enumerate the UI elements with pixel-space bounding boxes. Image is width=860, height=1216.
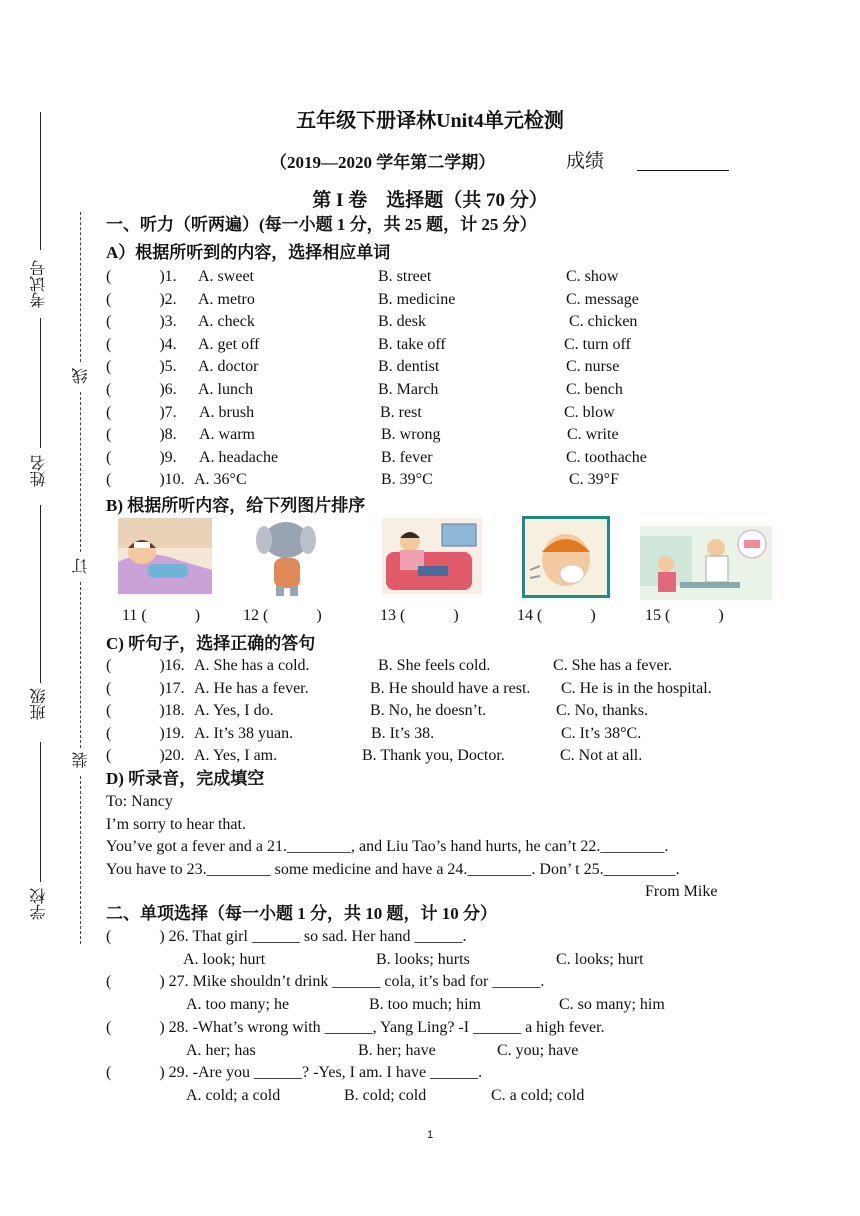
- option-b: B. looks; hurts: [376, 951, 470, 968]
- picture-order-blank[interactable]: 14 ( ): [517, 607, 596, 624]
- answer-blank[interactable]: ( )16.: [106, 657, 185, 674]
- option-c: C. you; have: [497, 1042, 579, 1059]
- option-b: B. cold; cold: [344, 1087, 427, 1104]
- note-signature: From Mike: [645, 883, 718, 900]
- question-stem: ( ) 26. That girl ______ so sad. Her hand ______.: [106, 928, 467, 945]
- answer-blank[interactable]: ( )19.: [106, 725, 185, 742]
- side-school-label: 学校: [31, 888, 48, 920]
- option-c: C. 39°F: [569, 471, 619, 488]
- option-c: C. turn off: [564, 336, 631, 353]
- option-b: B. wrong: [381, 426, 441, 443]
- option-a: A. sweet: [198, 268, 254, 285]
- picture-boy-sneezing: [522, 516, 610, 598]
- option-c: C. It’s 38°C.: [561, 725, 642, 742]
- side-line: [40, 112, 41, 250]
- part-c-heading: C) 听句子，选择正确的答句: [106, 634, 316, 653]
- option-b: B. 39°C: [381, 471, 433, 488]
- option-a: A. doctor: [198, 358, 259, 375]
- option-b: B. Thank you, Doctor.: [362, 747, 505, 764]
- school-year: （2019—2020 学年第二学期）: [270, 153, 496, 172]
- option-b: B. street: [378, 268, 432, 285]
- option-a: A. She has a cold.: [194, 657, 310, 674]
- option-c: C. He is in the hospital.: [561, 680, 712, 697]
- page-number: 1: [426, 1129, 434, 1141]
- side-line: [40, 505, 41, 683]
- note-line: To: Nancy: [106, 793, 173, 810]
- picture-girl-on-sofa: [382, 518, 482, 594]
- option-b: B. desk: [378, 313, 426, 330]
- question-stem: ( ) 29. -Are you ______? -Yes, I am. I have ______.: [106, 1064, 483, 1081]
- option-c: C. show: [566, 268, 619, 285]
- score-blank[interactable]: [637, 170, 729, 171]
- side-line: [40, 318, 41, 448]
- option-c: C. Not at all.: [560, 747, 643, 764]
- side-line: [40, 742, 41, 882]
- answer-blank[interactable]: ( )18.: [106, 702, 185, 719]
- option-a: A. cold; a cold: [186, 1087, 281, 1104]
- option-c: C. bench: [566, 381, 623, 398]
- option-a: A. brush: [199, 404, 255, 421]
- part-d-heading: D) 听录音，完成填空: [106, 769, 265, 788]
- side-name-label: 姓名: [31, 455, 48, 487]
- option-b: B. It’s 38.: [371, 725, 435, 742]
- picture-sick-girl-in-bed: [118, 518, 212, 594]
- binding-dashed-line: [80, 392, 81, 552]
- answer-blank[interactable]: ( )7.: [106, 404, 177, 421]
- answer-blank[interactable]: ( )6.: [106, 381, 177, 398]
- option-c: C. She has a fever.: [553, 657, 673, 674]
- section-choice-heading: 二、单项选择（每一小题 1 分，共 10 题，计 10 分）: [106, 904, 497, 923]
- option-b: B. She feels cold.: [378, 657, 491, 674]
- option-b: B. rest: [380, 404, 422, 421]
- option-a: A. metro: [198, 291, 255, 308]
- option-b: B. March: [378, 381, 439, 398]
- option-a: A. too many; he: [186, 996, 290, 1013]
- page-title: 五年级下册译林Unit4单元检测: [296, 110, 564, 132]
- option-a: A. It’s 38 yuan.: [194, 725, 294, 742]
- answer-blank[interactable]: ( )5.: [106, 358, 177, 375]
- picture-order-blank[interactable]: 13 ( ): [380, 607, 459, 624]
- option-c: C. nurse: [566, 358, 620, 375]
- option-a: A. get off: [198, 336, 260, 353]
- option-c: C. write: [567, 426, 619, 443]
- note-line: You’ve got a fever and a 21.________, and Liu Tao’s hand hurts, he can’t 22.________.: [106, 838, 669, 855]
- option-b: B. He should have a rest.: [370, 680, 531, 697]
- option-a: A. Yes, I am.: [194, 747, 278, 764]
- side-class-label: 班级: [31, 688, 48, 720]
- answer-blank[interactable]: ( )4.: [106, 336, 177, 353]
- option-a: A. 36°C: [194, 471, 247, 488]
- option-a: A. warm: [199, 426, 255, 443]
- option-b: B. No, he doesn’t.: [370, 702, 487, 719]
- option-a: A. lunch: [198, 381, 254, 398]
- question-stem: ( ) 27. Mike shouldn’t drink ______ cola, it’s bad for ______.: [106, 973, 545, 990]
- option-a: A. He has a fever.: [194, 680, 309, 697]
- question-stem: ( ) 28. -What’s wrong with ______, Yang Ling? -I ______ a high fever.: [106, 1019, 605, 1036]
- picture-doctor-visit: [640, 526, 772, 600]
- answer-blank[interactable]: ( )20.: [106, 747, 185, 764]
- score-label: 成绩: [566, 151, 605, 172]
- picture-elephant: [256, 518, 318, 598]
- answer-blank[interactable]: ( )9.: [106, 449, 177, 466]
- option-c: C. message: [566, 291, 639, 308]
- answer-blank[interactable]: ( )1.: [106, 268, 177, 285]
- option-a: A. look; hurt: [183, 951, 266, 968]
- binding-dashed-line: [80, 776, 81, 944]
- option-c: C. toothache: [566, 449, 647, 466]
- binding-ding-label: 订: [73, 558, 90, 574]
- picture-order-blank[interactable]: 11 ( ): [122, 607, 201, 624]
- picture-order-blank[interactable]: 12 ( ): [243, 607, 322, 624]
- part-a-heading: A）根据所听到的内容，选择相应单词: [106, 243, 391, 262]
- option-a: A. check: [198, 313, 255, 330]
- part-one-title: 第 I 卷 选择题（共 70 分）: [312, 190, 548, 211]
- side-exam-no-label: 考试号: [31, 260, 48, 308]
- note-line: I’m sorry to hear that.: [106, 816, 246, 833]
- picture-order-blank[interactable]: 15 ( ): [645, 607, 724, 624]
- binding-dashed-line: [80, 582, 81, 748]
- answer-blank[interactable]: ( )10.: [106, 471, 185, 488]
- option-b: B. dentist: [378, 358, 440, 375]
- option-a: A. her; has: [186, 1042, 256, 1059]
- option-a: A. headache: [199, 449, 279, 466]
- binding-dashed-line: [80, 212, 81, 362]
- option-b: B. medicine: [378, 291, 456, 308]
- option-b: B. too much; him: [369, 996, 481, 1013]
- note-line: You have to 23.________ some medicine and have a 24.________. Don’ t 25._________.: [106, 861, 680, 878]
- answer-blank[interactable]: ( )8.: [106, 426, 177, 443]
- part-b-heading: B) 根据所听内容，给下列图片排序: [106, 496, 366, 515]
- option-b: B. take off: [378, 336, 446, 353]
- option-c: C. a cold; cold: [491, 1087, 585, 1104]
- answer-blank[interactable]: ( )17.: [106, 680, 185, 697]
- option-b: B. her; have: [358, 1042, 436, 1059]
- option-c: C. looks; hurt: [556, 951, 644, 968]
- answer-blank[interactable]: ( )3.: [106, 313, 177, 330]
- option-c: C. No, thanks.: [556, 702, 648, 719]
- option-c: C. so many; him: [559, 996, 665, 1013]
- option-c: C. blow: [564, 404, 615, 421]
- binding-zhuang-label: 装: [73, 752, 90, 768]
- option-c: C. chicken: [569, 313, 638, 330]
- option-a: A. Yes, I do.: [194, 702, 274, 719]
- binding-line-label: 线: [73, 368, 90, 384]
- option-b: B. fever: [381, 449, 433, 466]
- answer-blank[interactable]: ( )2.: [106, 291, 177, 308]
- section-listening-heading: 一、听力（听两遍）(每一小题 1 分，共 25 题，计 25 分）: [106, 215, 537, 234]
